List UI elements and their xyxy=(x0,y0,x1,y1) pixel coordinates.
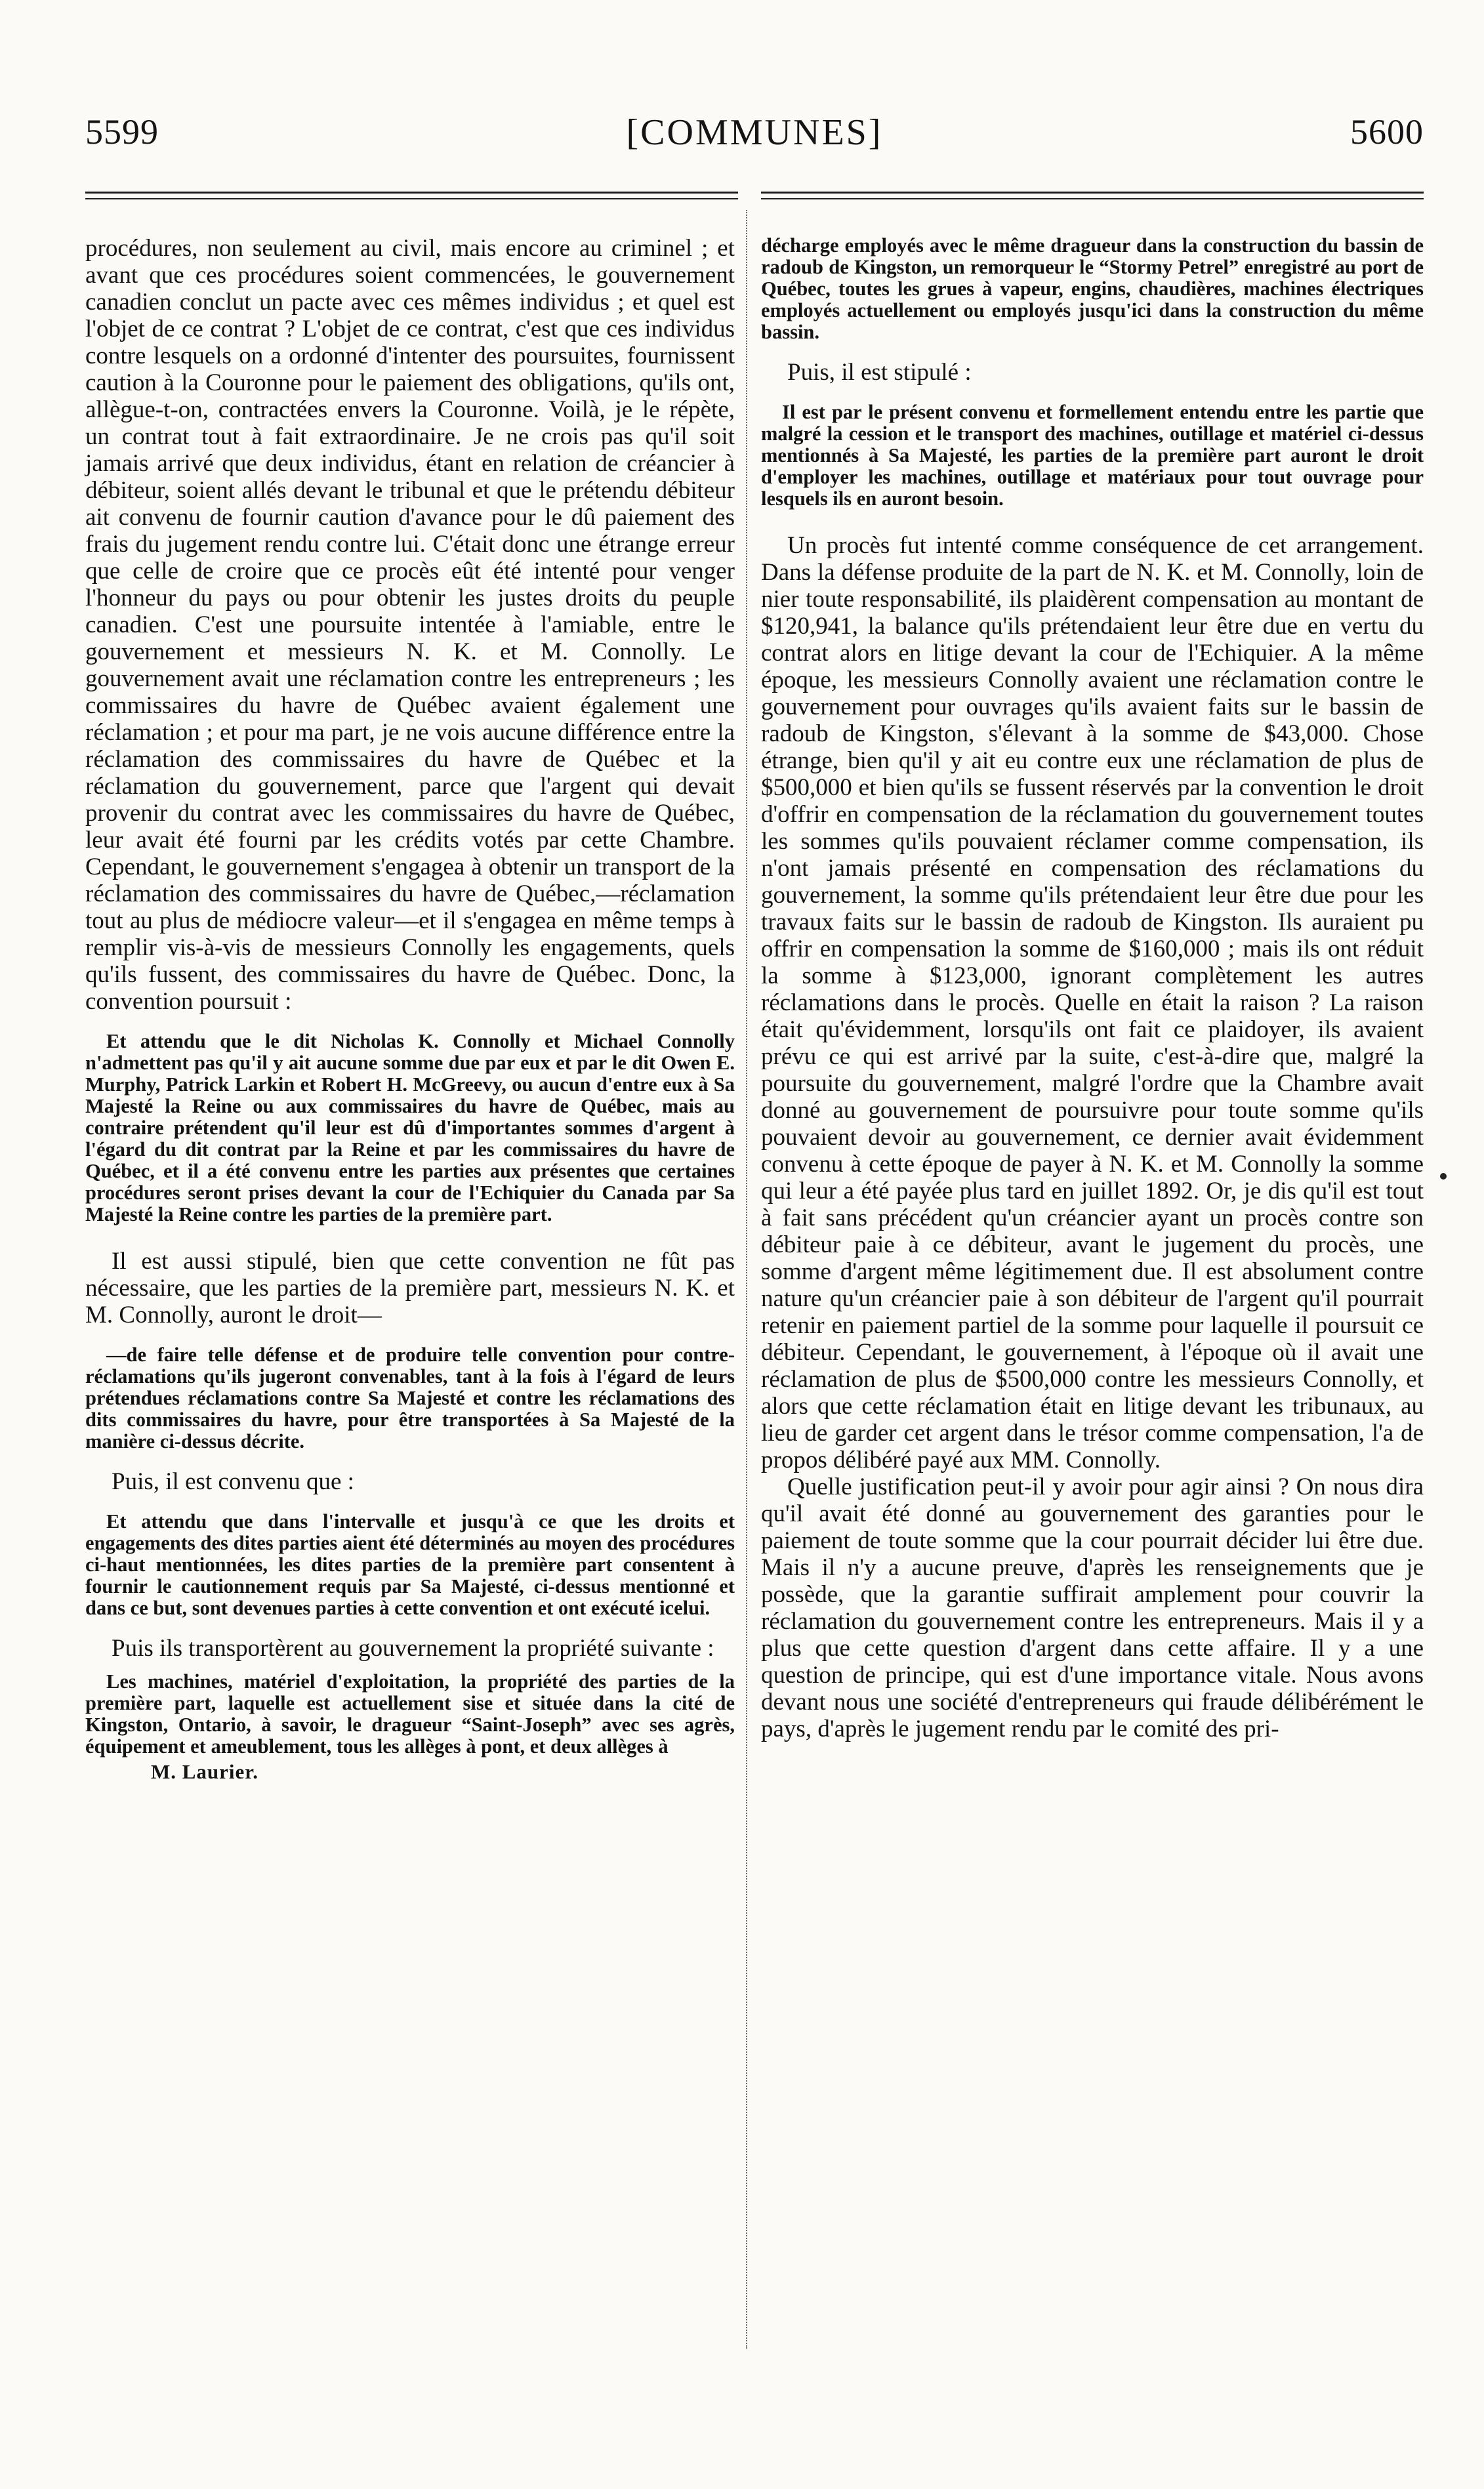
left-column xyxy=(85,235,735,1784)
header-rule-right-top xyxy=(761,192,1424,194)
left-paragraph-3: Puis, il est convenu que : xyxy=(112,1468,354,1495)
page-header xyxy=(85,112,1424,164)
left-quotation-4: Les machines, matériel d'exploitation, la propriété des parties de la première part, laquelle est actuellement sise et située dans la cité de Kingston, Ontario, à savoir, le dragueur “Saint-Joseph” avec ses agrès, équipement et ameublement, tous les allèges à pont, et deux allèges à xyxy=(85,1670,735,1758)
page-number-left: 5599 xyxy=(85,112,159,152)
right-paragraph-2: Un procès fut intenté comme conséquence de cet arrangement. Dans la défense produite de la part de N. K. et M. Connolly, loin de nier toute responsabilité, ils plaidèrent compensation au montant de $120,941, la balance qu'ils prétendaient leur être due en vertu du contrat alors en litige devant la cour de l'Echiquier. A la même époque, les messieurs Connolly avaient une réclamation contre le gouvernement pour ouvrages qu'ils avaient faits sur le bassin de radoub de Kingston, s'élevant à la somme de $43,000. Chose étrange, bien qu'il y ait eu contre eux une réclamation de plus de $500,000 et bien qu'ils se fussent réservés par la convention le droit d'offrir en compensation de la réclamation du gouvernement toutes les sommes qu'ils pouvaient réclamer comme compensation, ils n'ont jamais présenté en compensation des réclamations du gouvernement, la somme qu'ils prétendaient leur être due pour les travaux faits sur le bassin de radoub de Kingston. Ils auraient pu offrir en compensation la somme de $160,000 ; mais ils ont réduit la somme à $123,000, ignorant complètement les autres réclamations dans le procès. Quelle en était la raison ? La raison était qu'évidemment, lorsqu'ils ont fait ce plaidoyer, ils avaient prévu ce qui est arrivé par la suite, c'est-à-dire que, malgré la poursuite du gouvernement, malgré l'ordre que la Chambre avait donné au gouvernement de poursuivre pour toute somme qu'ils pouvaient devoir au gouvernement, ce dernier avait évidemment convenu à cette époque de payer à N. K. et M. Connolly la somme qui leur a été payée plus tard en juillet 1892. Or, je dis qu'il est tout à fait sans précédent qu'un créancier ayant un procès contre son débiteur paie à ce débiteur, avant le jugement du procès, une somme d'argent même légitimement due. Il est absolument contre nature qu'un créancier paie à son débiteur de l'argent qu'il pourrait retenir en paiement partiel de la somme pour laquelle il poursuit ce débiteur. Cependant, le gouvernement, à l'époque où il avait une réclamation de plus de $500,000 contre les messieurs Connolly, et alors que cette réclamation était en litige devant les tribunaux, au lieu de garder cet argent dans le trésor comme compensation, l'a de propos délibéré payé aux MM. Connolly. xyxy=(761,532,1424,1473)
left-paragraph-1: procédures, non seulement au civil, mais encore au criminel ; et avant que ces procédures soient commencées, le gouvernement canadien conclut un pacte avec ces mêmes individus ; et quel est l'objet de ce contrat ? L'objet de ce contrat, c'est que ces individus contre lesquels on a ordonné d'intenter des poursuites, fournissent caution à la Couronne pour le paiement des obligations, qu'ils ont, allègue-t-on, contractées envers la Couronne. Voilà, je le répète, un contrat tout à fait extraordinaire. Je ne crois pas qu'il soit jamais arrivé que deux individus, étant en relation de créancier à débiteur, soient allés devant le tribunal et que le prétendu débiteur ait convenu de fournir caution d'avance pour le dû paiement des frais du jugement rendu contre lui. C'était donc une étrange erreur que celle de croire que ce procès eût été intenté pour venger l'honneur du pays ou pour obtenir les justes droits du peuple canadien. C'est une poursuite intentée à l'amiable, entre le gouvernement et messieurs N. K. et M. Connolly. Le gouvernement avait une réclamation contre les entrepreneurs ; les commissaires du havre de Québec avaient également une réclamation ; et pour ma part, je ne vois aucune différence entre la réclamation des commissaires du havre de Québec et la réclamation du gouvernement, parce que l'argent qui devait provenir du contrat avec les commissaires du havre de Québec, leur avait été fourni par les crédits votés par cette Chambre. Cependant, le gouvernement s'engagea à obtenir un transport de la réclamation des commissaires du havre de Québec,—réclamation tout au plus de médiocre valeur—et il s'engagea en même temps à remplir vis-à-vis de messieurs Connolly les engagements, quels qu'ils fussent, des commissaires du havre de Québec. Donc, la convention poursuit : xyxy=(85,235,735,1015)
page-number-right: 5600 xyxy=(1350,112,1424,152)
speaker-signature: M. Laurier. xyxy=(151,1760,258,1783)
running-title: [COMMUNES] xyxy=(626,112,883,153)
right-paragraph-3: Quelle justification peut-il y avoir pour agir ainsi ? On nous dira qu'il avait été donné au gouvernement des garanties pour le paiement de toute somme que la cour pourrait décider lui être due. Mais il n'y a aucune preuve, d'après les renseignements que je possède, que la garantie suffirait amplement pour couvrir la réclamation du gouvernement contre les entrepreneurs. Mais il y a plus que cette question d'argent dans cette affaire. Il y a une question de principe, qui est d'une importance vitale. Nous avons devant nous une société d'entrepreneurs qui fraude délibérément le pays, d'après le jugement rendu par le comité des pri- xyxy=(761,1473,1424,1742)
right-quotation-2: Il est par le présent convenu et formellement entendu entre les partie que malgré la cession et le transport des machines, outillage et matériel ci-dessus mentionnés à Sa Majesté, les parties de la première part auront le droit d'employer les machines, outillage et matériaux pour tout ouvrage pour lesquels ils en auront besoin. xyxy=(761,401,1424,510)
left-paragraph-2: Il est aussi stipulé, bien que cette convention ne fût pas nécessaire, que les parties de la première part, messieurs N. K. et M. Connolly, auront le droit— xyxy=(85,1248,735,1328)
right-quotation-1: décharge employés avec le même dragueur dans la construction du bassin de radoub de Kingston, un remorqueur le “Stormy Petrel” enregistré au port de Québec, toutes les grues à vapeur, engins, chaudières, machines électriques employés actuellement ou employés jusqu'ici dans la construction du même bassin. xyxy=(761,234,1424,343)
ink-spot xyxy=(1440,1173,1447,1180)
right-paragraph-1: Puis, il est stipulé : xyxy=(787,359,972,386)
left-quotation-2: —de faire telle défense et de produire telle convention pour contre-réclamations qu'ils jugeront convenables, tant à la fois à l'égard de leurs prétendues réclamations contre Sa Majesté et contre les réclamations des dits commissaires du havre, pour être transportées à Sa Majesté de la manière ci-dessus décrite. xyxy=(85,1344,735,1452)
column-divider xyxy=(746,210,747,2349)
header-rule-left-top xyxy=(85,192,738,194)
left-paragraph-4: Puis ils transportèrent au gouvernement la propriété suivante : xyxy=(112,1635,714,1662)
left-quotation-3: Et attendu que dans l'intervalle et jusqu'à ce que les droits et engagements des dites parties aient été déterminés au moyen des procédures ci-haut mentionnées, les dites parties de la première part consentent à fournir le cautionnement requis par Sa Majesté, ci-dessus mentionné et dans ce but, sont devenues parties à cette convention et ont exécuté icelui. xyxy=(85,1510,735,1619)
header-rule-right-bottom xyxy=(761,198,1424,199)
header-rule-left-bottom xyxy=(85,198,738,199)
left-quotation-1: Et attendu que le dit Nicholas K. Connolly et Michael Connolly n'admettent pas qu'il y ait aucune somme due par eux et par le dit Owen E. Murphy, Patrick Larkin et Robert H. McGreevy, ou aucun d'entre eux à Sa Majesté la Reine ou aux commissaires du havre de Québec, mais au contraire prétendent qu'il leur est dû d'importantes sommes d'argent à l'égard du dit contrat par la Reine et par les commissaires du havre de Québec, et il a été convenu entre les parties aux présentes que certaines procédures seront prises devant la cour de l'Echiquier du Canada par Sa Majesté la Reine contre les parties de la première part. xyxy=(85,1030,735,1225)
right-column xyxy=(761,235,1424,1742)
